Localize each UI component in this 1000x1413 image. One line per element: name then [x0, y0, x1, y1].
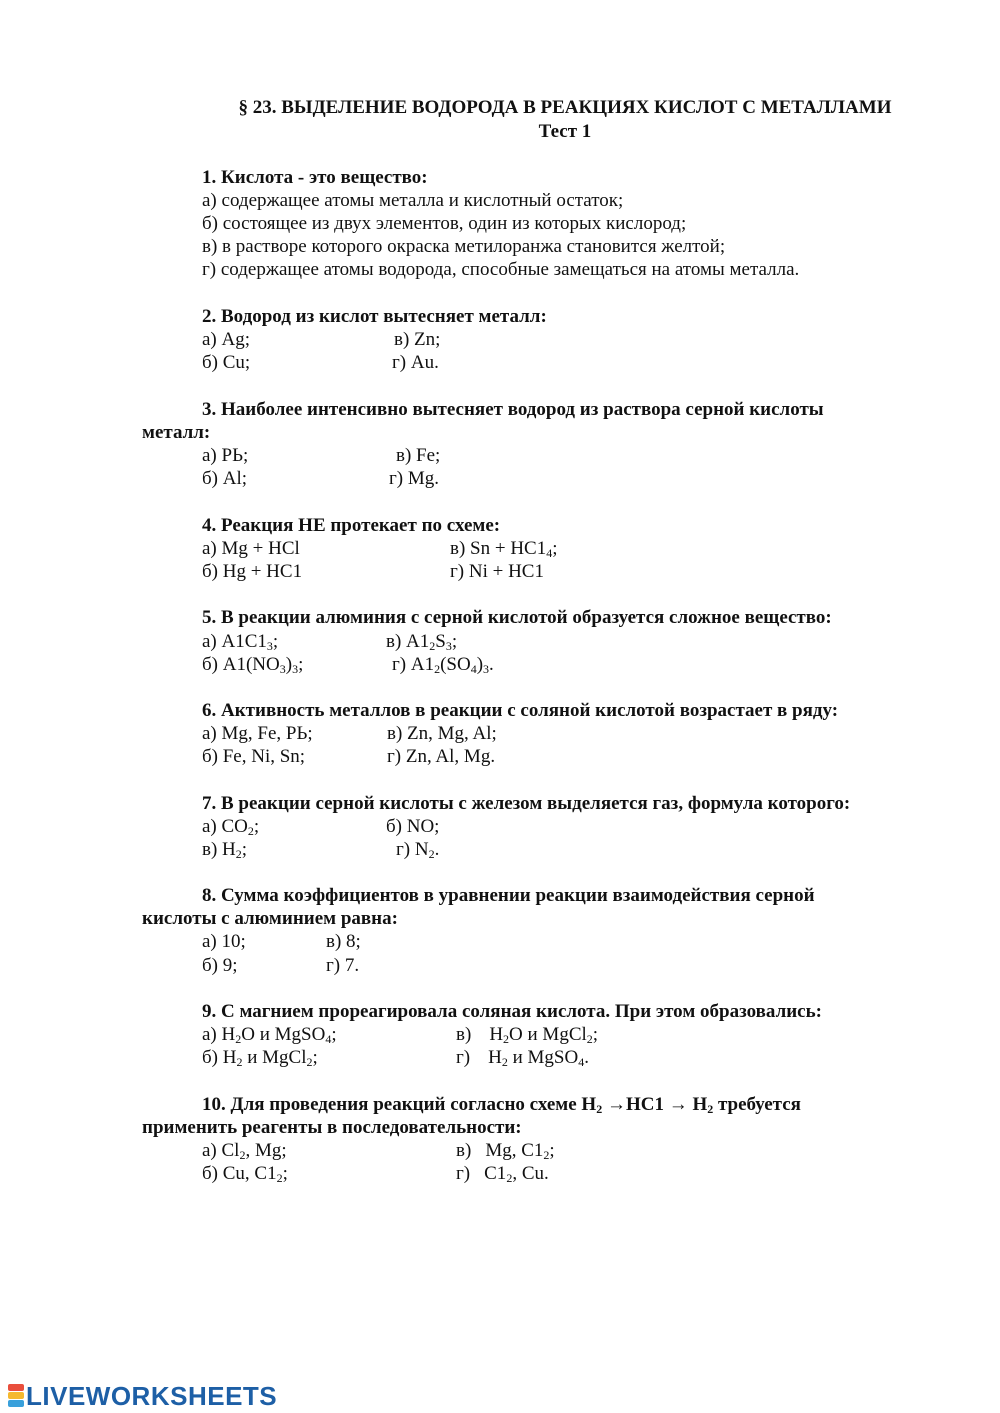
q4-option-c[interactable]: в) $Sn + HC1_4$;	[450, 538, 558, 560]
q2-option-d[interactable]: г) Au.	[392, 352, 439, 373]
test-subtitle: Тест 1	[538, 121, 592, 142]
question-10-cont: применить реагенты в последовательности:	[142, 1117, 522, 1138]
q5-option-c[interactable]: в) $A1_2S_3$;	[386, 631, 458, 653]
question-3: 3. Наиболее интенсивно вытесняет водород из раствора серной кислоты	[202, 399, 824, 420]
q10-option-c[interactable]: в) Mg, $C1_2$;	[456, 1140, 555, 1162]
q3-option-b[interactable]: б) Al;	[202, 468, 248, 489]
q5-option-d[interactable]: г) $A1_2(SO_4)_3$.	[392, 654, 494, 676]
question-10: 10. Для проведения реакций согласно схеме $H_2 \to HC1 \to H_2$ требуется	[202, 1094, 801, 1116]
question-2: 2. Водород из кислот вытесняет металл:	[202, 306, 547, 327]
q4-option-b[interactable]: б) Hg + HC1	[202, 561, 303, 582]
q9-option-c[interactable]: в) $H_2O$ и MgCl$_2$;	[456, 1024, 599, 1046]
question-6: 6. Активность металлов в реакции с соляной кислотой возрастает в ряду:	[202, 700, 839, 721]
q7-option-c[interactable]: в) $H_2$;	[202, 839, 248, 861]
q6-option-b[interactable]: б) Fe, Ni, Sn;	[202, 746, 306, 767]
q2-option-a[interactable]: а) Ag;	[202, 329, 251, 350]
q10-option-b[interactable]: б) Cu, $C1_2$;	[202, 1163, 288, 1185]
question-9: 9. С магнием прореагировала соляная кислота. При этом образовались:	[202, 1001, 822, 1022]
liveworksheets-logo-icon	[8, 1384, 24, 1408]
q5-option-b[interactable]: б) $A1(NO_3)_3$;	[202, 654, 304, 676]
q10-option-d[interactable]: г) $C1_2$, Cu.	[456, 1163, 549, 1185]
q6-option-d[interactable]: г) Zn, Al, Mg.	[387, 746, 496, 767]
q4-option-a[interactable]: а) Mg + HCl	[202, 538, 300, 559]
question-7: 7. В реакции серной кислоты с железом выделяется газ, формула которого:	[202, 793, 851, 814]
q9-option-b[interactable]: б) $H_2$ и MgCl$_2$;	[202, 1047, 318, 1069]
q8-option-a[interactable]: а) 10;	[202, 931, 246, 952]
q1-option-a[interactable]: а) содержащее атомы металла и кислотный остаток;	[202, 190, 624, 211]
liveworksheets-logo[interactable]	[8, 1380, 277, 1412]
question-1: 1. Кислота - это вещество:	[202, 167, 428, 188]
page-title: § 23. ВЫДЕЛЕНИЕ ВОДОРОДА В РЕАКЦИЯХ КИСЛОТ С МЕТАЛЛАМИ	[238, 97, 892, 118]
question-8: 8. Сумма коэффициентов в уравнении реакции взаимодействия серной	[202, 885, 815, 906]
liveworksheets-brand-text: LIVEWORKSHEETS	[26, 1380, 278, 1411]
q1-option-b[interactable]: б) состоящее из двух элементов, один из которых кислород;	[202, 213, 687, 234]
q3-option-c[interactable]: в) Fe;	[396, 445, 441, 466]
q6-option-a[interactable]: а) Mg, Fe, РЬ;	[202, 723, 313, 744]
q7-option-a[interactable]: а) $CO_2$;	[202, 816, 260, 838]
q3-option-d[interactable]: г) Mg.	[389, 468, 440, 489]
q9-option-a[interactable]: а) $H_2O$ и MgSO$_4$;	[202, 1024, 337, 1046]
q9-option-d[interactable]: г) $H_2$ и MgSO$_4$.	[456, 1047, 589, 1069]
q6-option-c[interactable]: в) Zn, Mg, Al;	[387, 723, 497, 744]
q3-option-a[interactable]: а) РЬ;	[202, 445, 249, 466]
question-5: 5. В реакции алюминия с серной кислотой образуется сложное вещество:	[202, 607, 832, 628]
q10-option-a[interactable]: а) $Cl_2$, Mg;	[202, 1140, 287, 1162]
question-4: 4. Реакция НЕ протекает по схеме:	[202, 515, 501, 536]
q2-option-b[interactable]: б) Cu;	[202, 352, 251, 373]
q2-option-c[interactable]: в) Zn;	[394, 329, 441, 350]
q4-option-d[interactable]: г) Ni + HC1	[450, 561, 544, 582]
q5-option-a[interactable]: а) $A1C1_3$;	[202, 631, 279, 653]
question-8-cont: кислоты с алюминием равна:	[142, 908, 398, 929]
q8-option-d[interactable]: г) 7.	[326, 955, 360, 976]
q1-option-d[interactable]: г) содержащее атомы водорода, способные замещаться на атомы металла.	[202, 259, 800, 280]
q8-option-c[interactable]: в) 8;	[326, 931, 361, 952]
q7-option-d[interactable]: г) $N_2$.	[396, 839, 440, 861]
q1-option-c[interactable]: в) в растворе которого окраска метилоранжа становится желтой;	[202, 236, 726, 257]
question-3-cont: металл:	[142, 422, 211, 443]
q7-option-b[interactable]: б) NO;	[386, 816, 440, 837]
q8-option-b[interactable]: б) 9;	[202, 955, 238, 976]
